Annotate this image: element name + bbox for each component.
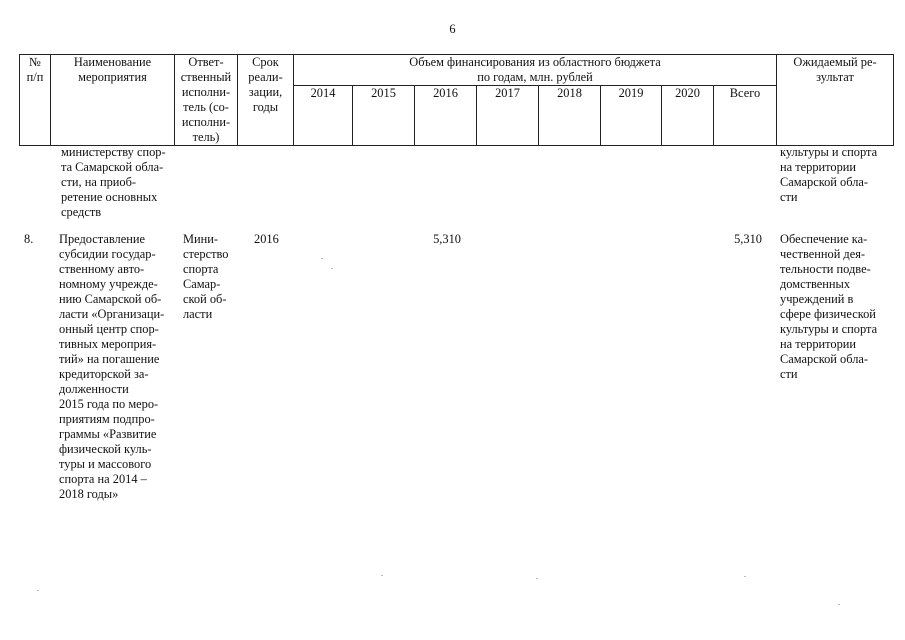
header-result: Ожидаемый ре- зультат (777, 55, 894, 146)
page-number: 6 (449, 22, 456, 36)
header-year-2016: 2016 (415, 86, 477, 146)
header-term: Срок реали- зации, годы (238, 55, 294, 146)
row8-num: 8. (24, 232, 34, 246)
scan-speck (744, 576, 746, 577)
continued-result: культуры и спорта на территории Самарской обла- сти (780, 145, 878, 204)
header-year-2017: 2017 (477, 86, 539, 146)
scan-speck (381, 575, 383, 576)
row8-result: Обеспечение ка- чественной дея- тельности подве- домственных учреждений в сфере физической культуры и спорта на территории Самарской обла- сти (780, 232, 878, 381)
continued-name: министерству спор- та Самарской обла- сти, на приоб- ретение основных средств (61, 145, 166, 219)
row8-responsible: Мини- стерство спорта Самар- ской об- ласти (183, 232, 229, 321)
budget-table-header (19, 54, 894, 146)
header-year-2015: 2015 (353, 86, 415, 146)
scan-speck (321, 258, 323, 259)
header-year-2018: 2018 (539, 86, 601, 146)
row8-term: 2016 (254, 232, 279, 246)
scan-speck (838, 604, 840, 605)
header-total: Всего (714, 86, 777, 146)
header-name: Наименование мероприятия (51, 55, 175, 146)
scan-speck (536, 578, 538, 579)
row8-value-total: 5,310 (734, 232, 762, 246)
row8-name: Предоставление субсидии государ- ственному авто- номному учрежде- нию Самарской об- ласти «Организаци- онный центр спор- тивных мероприя- тий» на погашение кредиторской за- долженности 2015 года по меро- приятиям подпро- граммы «Развитие физической куль- туры и массового спорта на 2014 – 2018 годы» (59, 232, 165, 501)
scan-speck (37, 590, 39, 591)
header-num: № п/п (20, 55, 51, 146)
header-year-2014: 2014 (294, 86, 353, 146)
header-responsible: Ответ- ственный исполни- тель (со- исполни- тель) (175, 55, 238, 146)
row8-value-2016: 5,310 (433, 232, 461, 246)
header-year-2019: 2019 (601, 86, 662, 146)
header-funding: Объем финансирования из областного бюджета по годам, млн. рублей (294, 55, 777, 86)
header-year-2020: 2020 (662, 86, 714, 146)
scan-speck (331, 268, 333, 269)
